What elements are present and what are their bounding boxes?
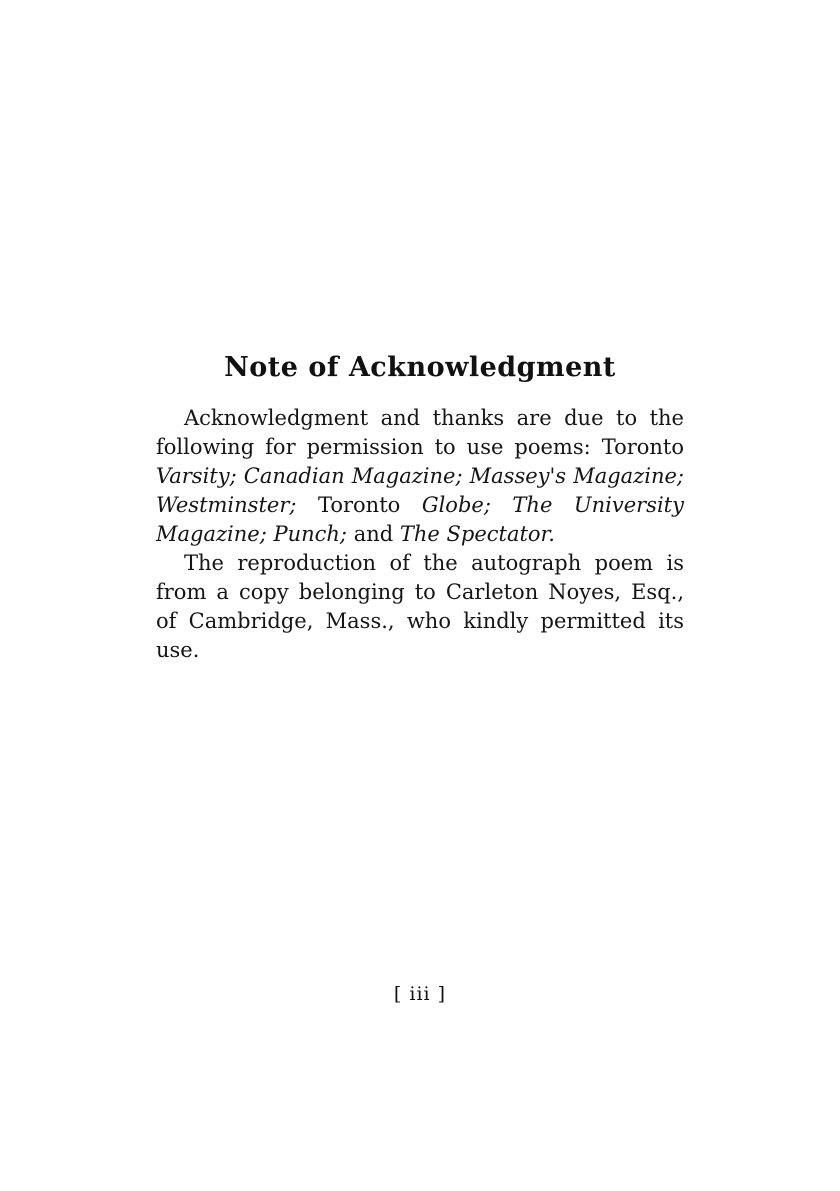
text-block xyxy=(156,354,684,665)
roman-text: and xyxy=(347,522,400,546)
text-line xyxy=(156,607,684,636)
page-heading: Note of Acknowledgment xyxy=(224,352,616,383)
roman-text: of Cambridge, Mass., who kindly permitted its xyxy=(156,609,684,633)
text-line xyxy=(156,578,684,607)
text-line xyxy=(156,462,684,491)
italic-text: Westminster; xyxy=(156,493,297,517)
roman-text: Toronto xyxy=(296,493,422,517)
text-line xyxy=(156,491,684,520)
italic-text: The Spectator. xyxy=(399,522,555,546)
text-line xyxy=(156,520,684,549)
roman-text: following for permission to use poems: Toronto xyxy=(156,435,684,459)
text-line xyxy=(156,549,684,578)
paragraph xyxy=(156,404,684,549)
paragraph xyxy=(156,549,684,665)
text-line xyxy=(156,433,684,462)
roman-text: The reproduction of the autograph poem is xyxy=(184,551,684,575)
text-line xyxy=(156,404,684,433)
italic-text: Varsity; Canadian Magazine; Massey's Magazine; xyxy=(156,464,684,488)
body-text xyxy=(156,404,684,665)
roman-text: use. xyxy=(156,638,200,662)
roman-text: Acknowledgment and thanks are due to the xyxy=(184,406,684,430)
roman-text: from a copy belonging to Carleton Noyes, Esq., xyxy=(156,580,684,604)
italic-text: Globe; The University xyxy=(421,493,684,517)
italic-text: Magazine; Punch; xyxy=(156,522,348,546)
text-line xyxy=(156,636,684,665)
page-number: [ iii ] xyxy=(393,983,447,1005)
